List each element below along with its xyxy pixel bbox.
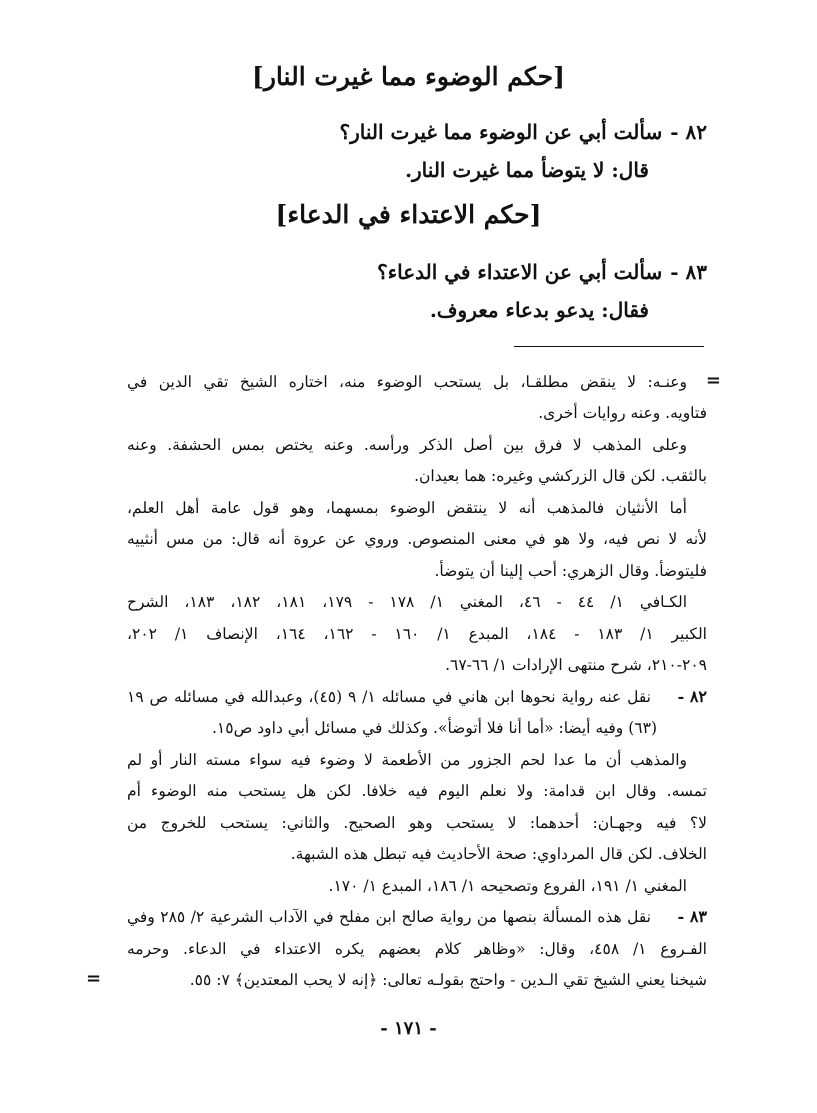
footnote-line: تمسه. وقال ابن قدامة: ولا نعلم اليوم فيه خلافا. لكن هل يستحب منه الوضوء أم	[127, 782, 707, 800]
footnote-line: فتاويه. وعنه روايات أخرى.	[538, 404, 707, 422]
footnote-line: (٦٣) وفيه أيضا: «أما أنا فلا أتوضأ». وكذلك في مسائل أبي داود ص١٥.	[211, 719, 657, 737]
footnote-line: الكـافي ١/ ٤٤ - ٤٦، المغني ١/ ١٧٨ - ١٧٩، ١٨١، ١٨٢، ١٨٣، الشرح	[127, 593, 688, 611]
page-number: - ١٧١ -	[380, 1018, 437, 1039]
footnote-line: والمذهب أن ما عدا لحم الجزور من الأطعمة لا وضوء فيه سواء مسته النار أو لم	[127, 751, 687, 769]
question-83	[377, 260, 707, 284]
question-text: سألت أبي عن الوضوء مما غيرت النار؟	[339, 120, 663, 144]
footnote-line: وعلى المذهب لا فرق بين أصل الذكر ورأسه. وعنه يختص بمس الحشفة. وعنه	[127, 436, 687, 454]
footnote-line: لأنه لا نص فيه، ولا هو في معنى المنصوص. وروي عن عروة أنه قال: من مس أنثييه	[127, 530, 707, 548]
answer-82: قال: لا يتوضأ مما غيرت النار.	[405, 158, 649, 182]
footnote-line: الخلاف. لكن قال المرداوي: صحة الأحاديث فيه تبطل هذه الشبهة.	[290, 845, 707, 863]
footnote-number-83: ٨٣ -	[677, 907, 707, 926]
question-82	[339, 120, 707, 144]
section-heading-dua: [حكم الاعتداء في الدعاء]	[275, 200, 542, 229]
footnote-line: لا؟ فيه وجهـان: أحدهما: لا يستحب وهو الصحيح. والثاني: يستحب للخروج من	[127, 814, 707, 832]
footnote-line: المغني ١/ ١٩١، الفروع وتصحيحه ١/ ١٨٦، المبدع ١/ ١٧٠.	[328, 877, 687, 895]
question-text: سألت أبي عن الاعتداء في الدعاء؟	[377, 260, 663, 284]
continuation-mark-end: =	[86, 968, 102, 989]
footnote-line: شيخنا يعني الشيخ تقي الـدين - واحتج بقولـه تعالى: ﴿إنه لا يحب المعتدين﴾ ٧: ٥٥.	[189, 971, 707, 989]
footnote-line: بالثقب. لكن قال الزركشي وغيره: هما بعيدان.	[414, 467, 707, 485]
footnote-line: الكبير ١/ ١٨٣ - ١٨٤، المبدع ١/ ١٦٠ - ١٦٢، ١٦٤، الإنصاف ١/ ٢٠٢،	[127, 625, 707, 643]
section-heading-wudu: [حكم الوضوء مما غيرت النار]	[252, 62, 565, 91]
footnote-line: الفـروع ١/ ٤٥٨، وقال: «وظاهر كلام بعضهم يكره الاعتداء في الدعاء. وحرمه	[127, 940, 707, 958]
footnote-number-82: ٨٢ -	[677, 687, 707, 706]
answer-83: فقال: يدعو بدعاء معروف.	[429, 298, 649, 322]
question-number: ٨٣ -	[670, 260, 707, 284]
footnote-line: أما الأنثيان فالمذهب أنه لا ينتقض الوضوء بمسهما، وهو قول عامة أهل العلم،	[127, 499, 687, 517]
footnote-line: وعنـه: لا ينقض مطلقـا، بل يستحب الوضوء منه، اختاره الشيخ تقي الدين في	[127, 373, 687, 391]
continuation-mark: =	[705, 370, 721, 391]
footnote-line: نقل عنه رواية نحوها ابن هاني في مسائله ١/ ٩ (٤٥)، وعبدالله في مسائله ص ١٩	[127, 688, 651, 706]
footnote-line: ٢٠٩-٢١٠، شرح منتهى الإرادات ١/ ٦٦-٦٧.	[445, 656, 707, 674]
footnote-line: فليتوضأ. وقال الزهري: أحب إلينا أن يتوضأ.	[434, 562, 707, 580]
footnote-line: نقل هذه المسألة بنصها من رواية صالح ابن مفلح في الآداب الشرعية ٢/ ٢٨٥ وفي	[127, 908, 651, 926]
footnote-separator	[514, 346, 704, 347]
question-number: ٨٢ -	[670, 120, 707, 144]
